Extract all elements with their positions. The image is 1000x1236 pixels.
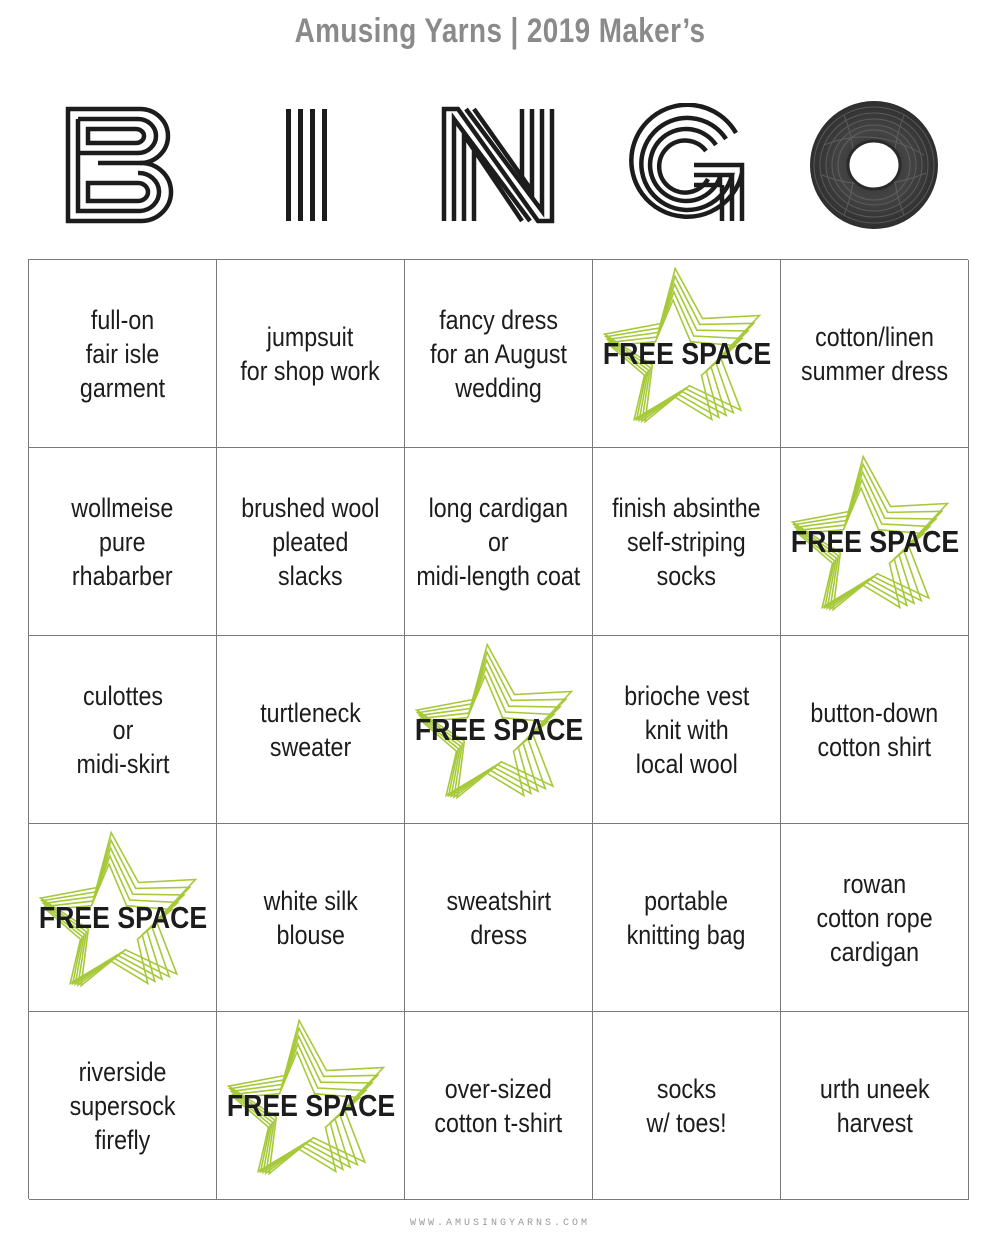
cell-line: portable — [644, 885, 729, 916]
bingo-header — [0, 100, 1000, 230]
bingo-cell[interactable] — [217, 824, 405, 1012]
footer-url: WWW.AMUSINGYARNS.COM — [409, 1218, 591, 1229]
cell-line: slacks — [278, 560, 343, 591]
cell-line: culottes — [82, 680, 163, 711]
cell-line: knit with — [644, 714, 729, 745]
bingo-cell[interactable] — [781, 824, 969, 1012]
cell-line: blouse — [276, 919, 345, 950]
cell-line: jumpsuit — [267, 321, 354, 352]
bingo-cell[interactable] — [405, 260, 593, 448]
cell-line: summer dress — [800, 355, 949, 386]
cell-text — [80, 303, 165, 405]
bingo-cell[interactable] — [781, 636, 969, 824]
free-space-label: FREE SPACE — [602, 335, 772, 371]
cell-text — [624, 679, 749, 781]
cell-text — [820, 1072, 930, 1140]
free-space — [593, 260, 780, 448]
free-space-label: FREE SPACE — [38, 899, 208, 935]
cell-line: midi-length coat — [416, 560, 581, 591]
cell-line: brushed wool — [241, 492, 380, 523]
cell-line: fancy dress — [439, 304, 558, 335]
free-space — [29, 824, 216, 1012]
cell-line: sweater — [269, 731, 352, 762]
free-space-cell[interactable] — [405, 636, 593, 824]
cell-line: for an August — [430, 338, 567, 369]
letter-g-icon — [592, 100, 780, 230]
bingo-cell[interactable] — [593, 1012, 781, 1200]
cell-line: garment — [79, 372, 166, 403]
free-space-label: FREE SPACE — [414, 711, 584, 747]
free-space — [781, 448, 968, 636]
cell-line: socks — [656, 560, 717, 591]
cell-line: knitting bag — [627, 919, 746, 950]
cell-line: sweatshirt — [446, 885, 551, 916]
cell-line: for shop work — [240, 355, 381, 386]
bingo-cell[interactable] — [29, 260, 217, 448]
free-space-label: FREE SPACE — [226, 1087, 396, 1123]
bingo-cell[interactable] — [405, 448, 593, 636]
cell-text — [241, 320, 380, 388]
free-space — [217, 1012, 404, 1200]
free-space-label: FREE SPACE — [790, 523, 960, 559]
cell-line: cotton t-shirt — [434, 1107, 563, 1138]
bingo-cell[interactable] — [593, 448, 781, 636]
cell-line: socks — [656, 1073, 717, 1104]
bingo-cell[interactable] — [781, 260, 969, 448]
cell-line: button-down — [810, 697, 939, 728]
cell-line: over-sized — [444, 1073, 553, 1104]
cell-text — [76, 679, 169, 781]
cell-line: cardigan — [829, 936, 920, 967]
yarn-ball-icon — [780, 100, 968, 230]
letter-b-icon — [28, 100, 216, 230]
cell-text — [646, 1072, 726, 1140]
cell-line: fair isle — [85, 338, 160, 369]
cell-line: long cardigan — [428, 492, 569, 523]
bingo-cell[interactable] — [217, 260, 405, 448]
cell-text — [430, 303, 567, 405]
bingo-cell[interactable] — [217, 636, 405, 824]
bingo-cell[interactable] — [217, 448, 405, 636]
letter-i-icon — [216, 100, 404, 230]
bingo-cell[interactable] — [29, 636, 217, 824]
cell-text — [72, 491, 174, 593]
cell-line: local wool — [635, 748, 738, 779]
bingo-cell[interactable] — [405, 824, 593, 1012]
free-space-cell[interactable] — [217, 1012, 405, 1200]
bingo-cell[interactable] — [593, 824, 781, 1012]
cell-line: pure — [99, 526, 146, 557]
cell-line: or — [112, 714, 133, 745]
bingo-cell[interactable] — [781, 1012, 969, 1200]
cell-text — [263, 884, 357, 952]
cell-line: pleated — [272, 526, 349, 557]
cell-text — [612, 491, 760, 593]
cell-line: brioche vest — [623, 680, 750, 711]
cell-text — [435, 1072, 563, 1140]
cell-text — [446, 884, 551, 952]
cell-text — [811, 696, 939, 764]
free-space-cell[interactable] — [29, 824, 217, 1012]
cell-line: cotton shirt — [817, 731, 932, 762]
bingo-cell[interactable] — [29, 1012, 217, 1200]
cell-text — [241, 491, 379, 593]
cell-line: cotton rope — [816, 902, 933, 933]
cell-line: riverside — [78, 1056, 167, 1087]
cell-text — [417, 491, 581, 593]
cell-line: white silk — [263, 885, 358, 916]
cell-line: firefly — [94, 1124, 151, 1155]
cell-line: dress — [470, 919, 527, 950]
cell-line: cotton/linen — [815, 321, 934, 352]
free-space-cell[interactable] — [781, 448, 969, 636]
page-title: Amusing Yarns | 2019 Maker’s — [294, 12, 706, 50]
cell-line: self-striping — [627, 526, 746, 557]
cell-line: rowan — [842, 868, 907, 899]
cell-line: w/ toes! — [646, 1107, 727, 1138]
cell-line: harvest — [836, 1107, 913, 1138]
bingo-grid — [28, 259, 968, 1199]
cell-line: or — [488, 526, 509, 557]
cell-line: urth uneek — [819, 1073, 930, 1104]
cell-line: supersock — [69, 1090, 176, 1121]
cell-text — [816, 867, 932, 969]
cell-line: wollmeise — [71, 492, 174, 523]
bingo-cell[interactable] — [593, 636, 781, 824]
cell-line: wedding — [455, 372, 542, 403]
cell-line: midi-skirt — [76, 748, 169, 779]
cell-line: finish absinthe — [612, 492, 761, 523]
cell-text — [70, 1055, 176, 1157]
cell-text — [260, 696, 361, 764]
bingo-cell[interactable] — [29, 448, 217, 636]
free-space — [405, 636, 592, 824]
cell-line: full-on — [90, 304, 155, 335]
cell-line: turtleneck — [260, 697, 361, 728]
free-space-cell[interactable] — [593, 260, 781, 448]
bingo-cell[interactable] — [405, 1012, 593, 1200]
cell-text — [627, 884, 746, 952]
cell-text — [801, 320, 948, 388]
cell-line: rhabarber — [72, 560, 173, 591]
letter-n-icon — [404, 100, 592, 230]
